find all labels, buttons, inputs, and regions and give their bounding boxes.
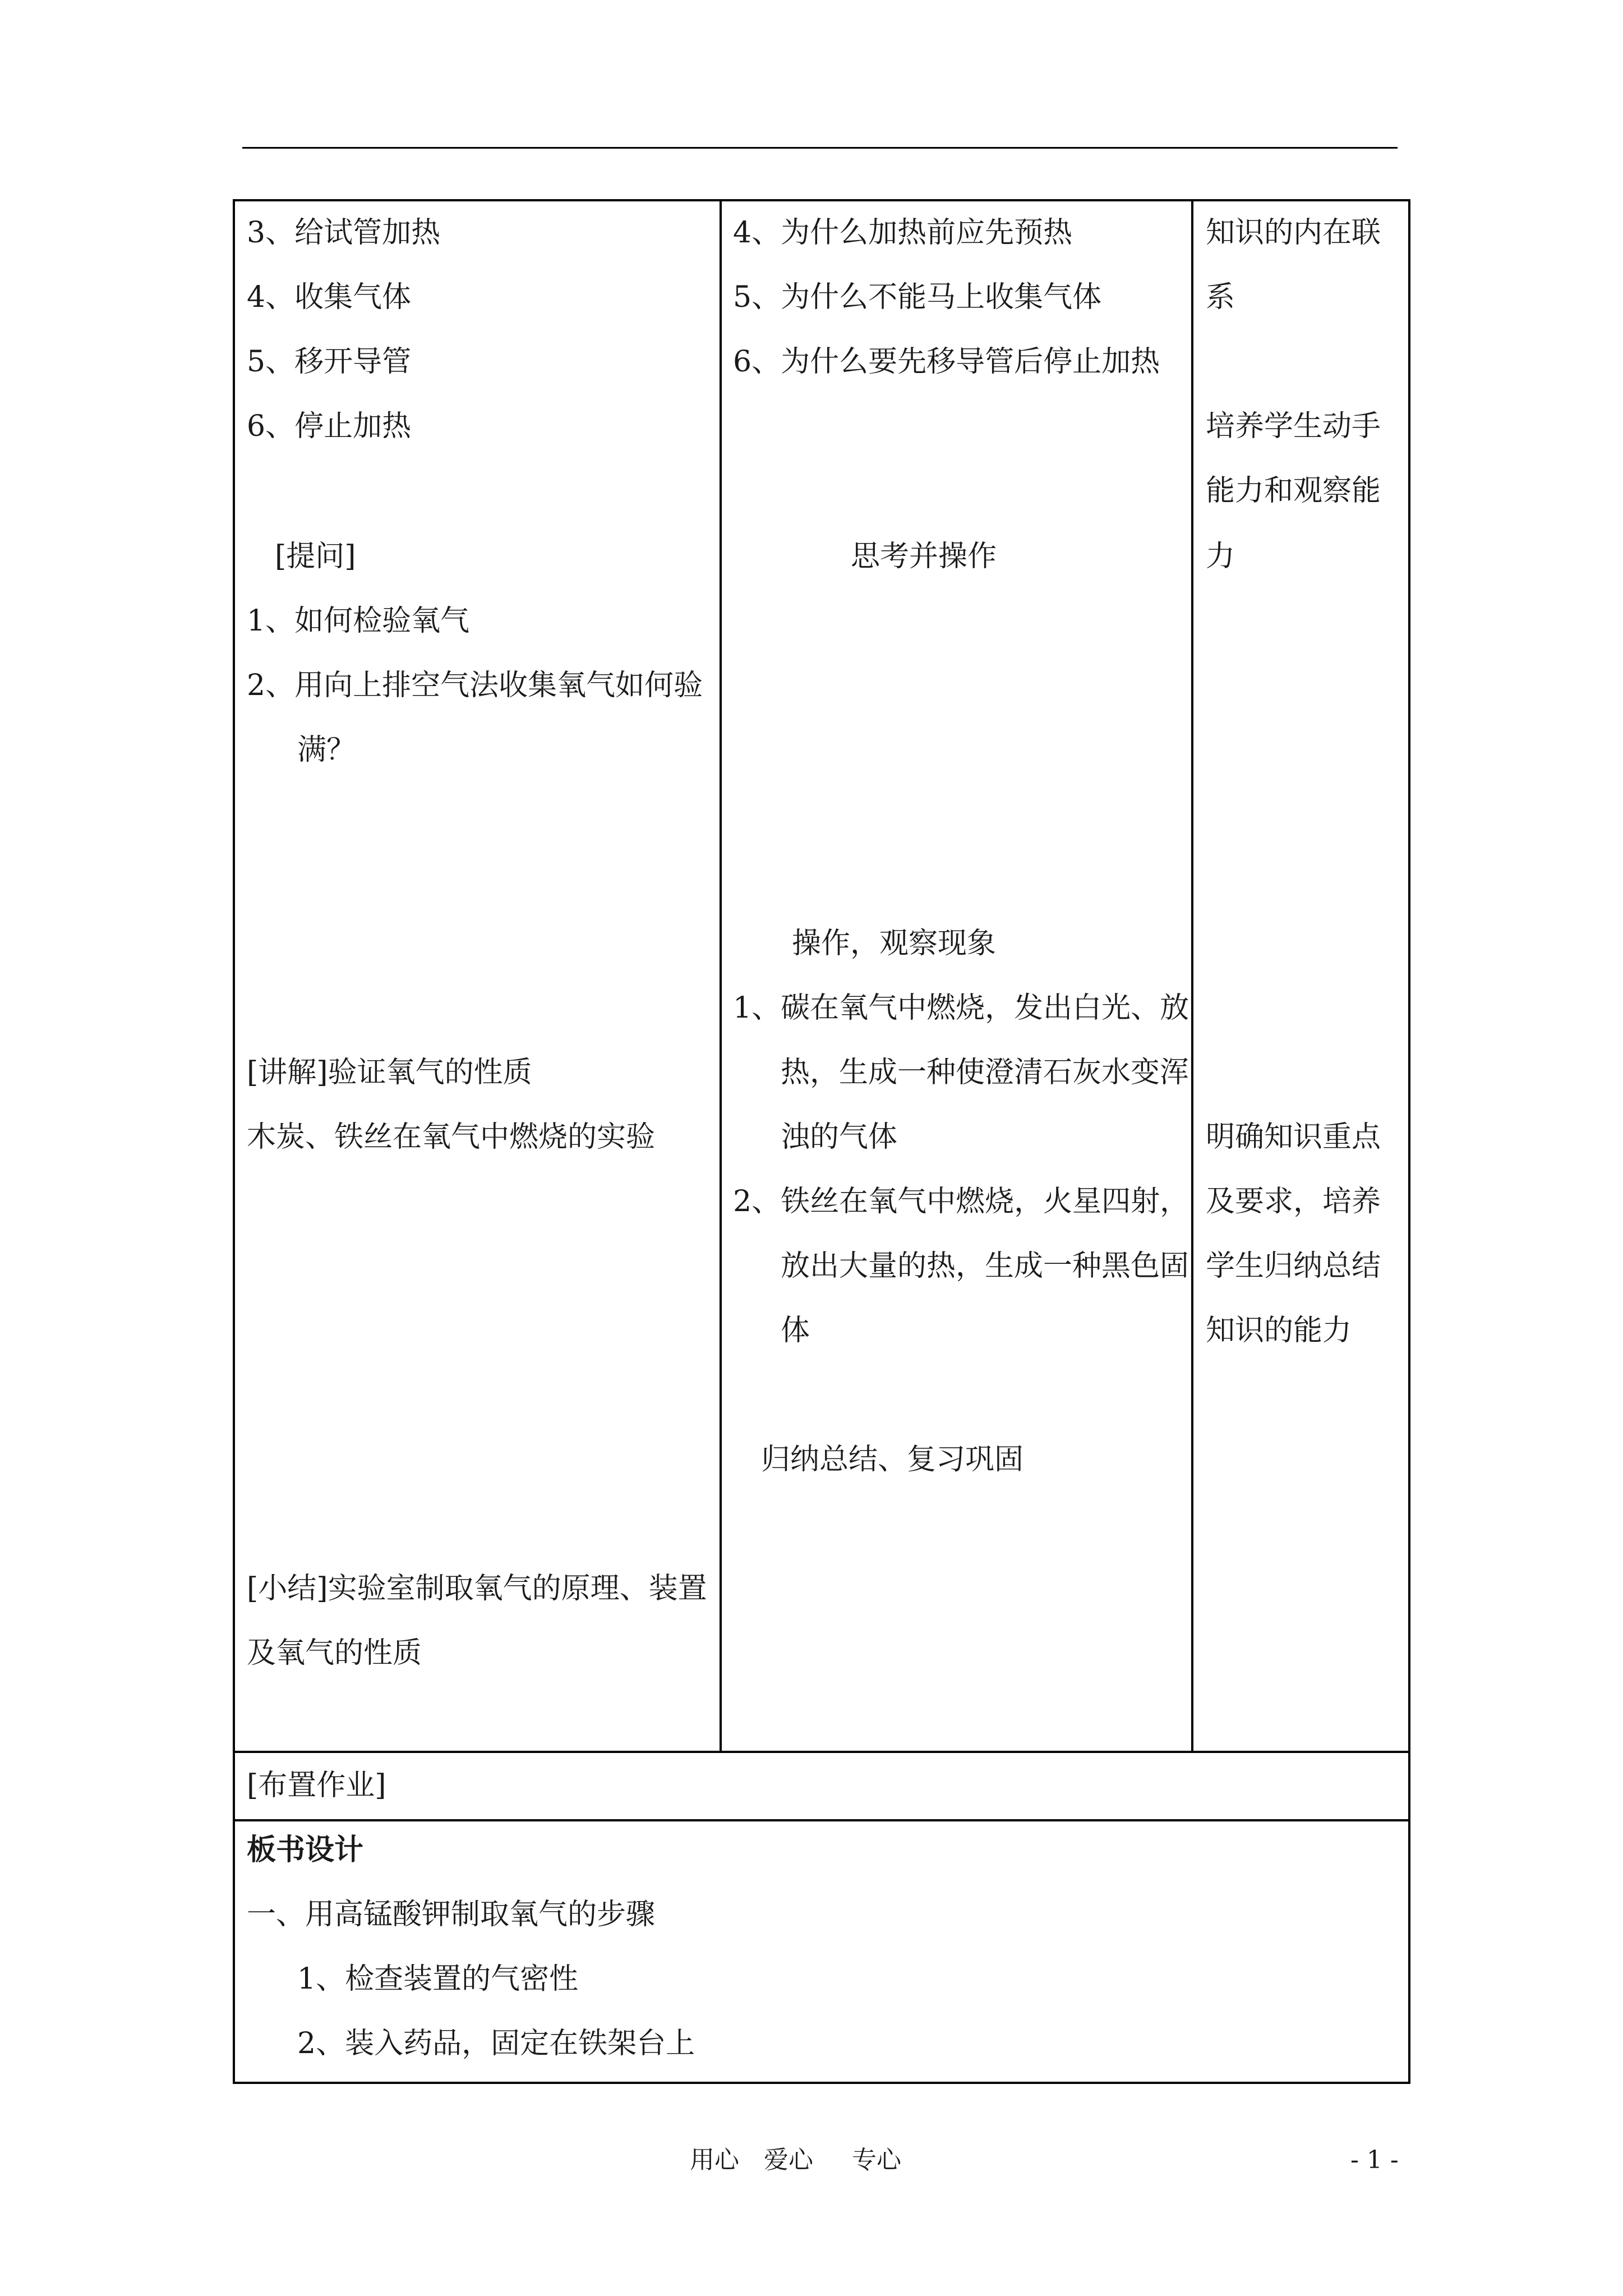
header-rule (242, 147, 1398, 149)
observation-1-line-3: 浊的气体 (781, 1120, 898, 1154)
observation-1-line-1: 1、碳在氧气中燃烧，发出白光、放 (733, 991, 1189, 1025)
step-4: 4、收集气体 (247, 280, 412, 314)
lecture-heading: [讲解]验证氧气的性质 (247, 1056, 532, 1089)
question-tag: [提问] (275, 540, 356, 573)
footer-motto-3: 专心 (852, 2146, 901, 2174)
question-2-line-2: 满？ (297, 733, 356, 767)
student-question-5: 5、为什么不能马上收集气体 (733, 280, 1102, 314)
board-heading: 一、用高锰酸钾制取氧气的步骤 (247, 1898, 656, 1931)
observation-2-line-3: 体 (781, 1314, 810, 1347)
lecture-text: 木炭、铁丝在氧气中燃烧的实验 (247, 1120, 656, 1154)
column-divider-2 (1191, 199, 1193, 1753)
step-5: 5、移开导管 (247, 345, 412, 379)
intent-2-line-2: 能力和观察能 (1206, 474, 1381, 508)
column-divider-1 (720, 199, 722, 1753)
intent-3-line-2: 及要求，培养 (1206, 1185, 1381, 1218)
row-divider-board (233, 1819, 1410, 1821)
question-2-line-1: 2、用向上排空气法收集氧气如何验 (247, 669, 703, 702)
board-item-2: 2、装入药品，固定在铁架台上 (297, 2027, 695, 2060)
board-design-title: 板书设计 (247, 1833, 364, 1867)
observation-2-line-2: 放出大量的热，生成一种黑色固 (781, 1249, 1189, 1283)
intent-2-line-3: 力 (1206, 540, 1235, 573)
operate-observe: 操作，观察现象 (792, 927, 997, 960)
question-1: 1、如何检验氧气 (247, 604, 470, 638)
intent-2-line-1: 培养学生动手 (1206, 409, 1381, 443)
page-number: - 1 - (1350, 2146, 1399, 2174)
student-question-4: 4、为什么加热前应先预热 (733, 216, 1073, 250)
intent-3-line-4: 知识的能力 (1206, 1314, 1352, 1347)
footer-motto-1: 用心 (690, 2146, 739, 2174)
student-question-6: 6、为什么要先移导管后停止加热 (733, 345, 1160, 379)
board-item-1: 1、检查装置的气密性 (297, 1962, 579, 1996)
intent-3-line-1: 明确知识重点 (1206, 1120, 1381, 1154)
conclude-review: 归纳总结、复习巩固 (761, 1443, 1024, 1476)
observation-1-line-2: 热，生成一种使澄清石灰水变浑 (781, 1056, 1189, 1089)
summary-line-2: 及氧气的性质 (247, 1636, 422, 1670)
intent-1-line-1: 知识的内在联 (1206, 216, 1381, 250)
observation-2-line-1: 2、铁丝在氧气中燃烧，火星四射， (733, 1185, 1189, 1218)
intent-1-line-2: 系 (1206, 280, 1235, 314)
intent-3-line-3: 学生归纳总结 (1206, 1249, 1381, 1283)
step-6: 6、停止加热 (247, 409, 412, 443)
homework-assignment: [布置作业] (247, 1769, 386, 1802)
step-3: 3、给试管加热 (247, 216, 441, 250)
summary-line-1: [小结]实验室制取氧气的原理、装置 (247, 1572, 707, 1605)
footer-motto-2: 爱心 (764, 2146, 813, 2174)
row-divider-homework (233, 1751, 1410, 1753)
think-and-operate: 思考并操作 (851, 540, 997, 573)
